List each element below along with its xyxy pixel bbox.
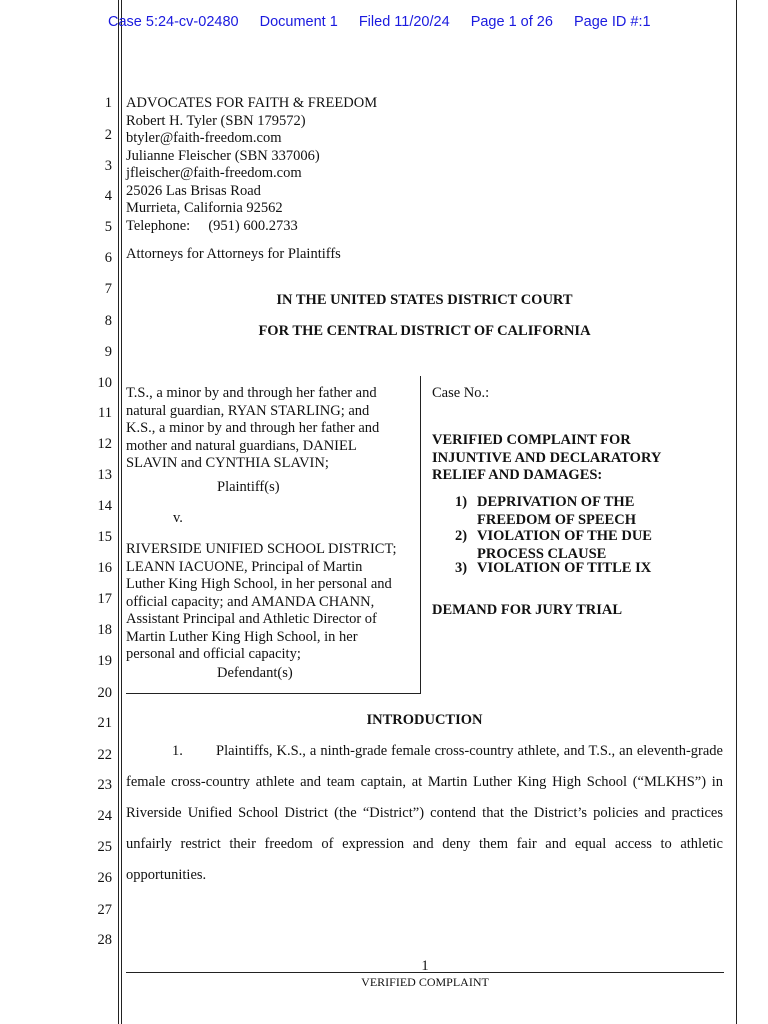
header-page-id: Page ID #:1 — [573, 14, 651, 30]
margin-rule-left-outer — [118, 0, 119, 1024]
caption-defendants — [126, 541, 397, 664]
attorney-line: Robert H. Tyler (SBN 179572) — [126, 112, 306, 129]
count-item — [455, 560, 652, 578]
attorney-line: ADVOCATES FOR FAITH & FREEDOM — [126, 95, 378, 111]
count-item — [455, 494, 652, 529]
line-number: 17 — [97, 591, 112, 607]
introduction-paragraph — [126, 736, 723, 891]
count-line: PROCESS CLAUSE — [477, 545, 607, 562]
line-number: 23 — [97, 777, 112, 793]
count-item — [455, 528, 652, 563]
margin-rule-right — [736, 0, 737, 1024]
line-number: 20 — [97, 685, 112, 701]
line-number: 6 — [104, 250, 112, 266]
caption-divider-vertical — [420, 376, 421, 694]
line-number: 5 — [104, 219, 112, 235]
defendant-label: Defendant(s) — [217, 665, 293, 681]
plaintiff-line: T.S., a minor by and through her father and — [126, 385, 377, 401]
paragraph-number: 1. — [172, 743, 183, 759]
line-number: 4 — [104, 188, 112, 204]
line-number: 1 — [104, 95, 112, 111]
plaintiff-line: natural guardian, RYAN STARLING; and — [126, 402, 370, 419]
count-line: FREEDOM OF SPEECH — [477, 511, 636, 528]
line-number: 14 — [97, 498, 112, 514]
defendant-line: Martin Luther King High School, in her — [126, 628, 358, 645]
footer-page-number: 1 — [421, 958, 429, 974]
defendant-line: Assistant Principal and Athletic Director of — [126, 611, 377, 627]
defendant-line: official capacity; and AMANDA CHANN, — [126, 593, 375, 610]
line-number: 25 — [97, 839, 112, 855]
ecf-header — [108, 14, 668, 30]
plaintiff-line: K.S., a minor by and through her father and — [126, 420, 380, 436]
line-number: 7 — [104, 281, 112, 297]
defendant-line: Luther King High School, in her personal and — [126, 576, 392, 592]
case-number-label: Case No.: — [432, 385, 490, 401]
line-number: 27 — [97, 902, 112, 918]
count-line: VIOLATION OF THE DUE — [477, 528, 652, 544]
plaintiff-line: SLAVIN and CYNTHIA SLAVIN; — [126, 455, 329, 471]
attorney-line: Murrieta, California 92562 — [126, 200, 283, 216]
header-case-number: Case 5:24-cv-02480 — [108, 14, 239, 30]
attorney-line: 25026 Las Brisas Road — [126, 182, 261, 199]
header-document: Document 1 — [259, 14, 338, 30]
line-number: 28 — [97, 932, 112, 948]
attorney-line: Julianne Fleischer (SBN 337006) — [126, 147, 320, 164]
attorney-line: Telephone: (951) 600.2733 — [126, 217, 298, 234]
attorney-line: btyler@faith-freedom.com — [126, 130, 282, 146]
line-number: 21 — [97, 715, 112, 731]
complaint-title-line: INJUNTIVE AND DECLARATORY — [432, 449, 662, 466]
complaint-title-line: RELIEF AND DAMAGES: — [432, 467, 603, 483]
line-number: 13 — [97, 467, 112, 483]
line-number: 15 — [97, 529, 112, 545]
court-title-line1: IN THE UNITED STATES DISTRICT COURT — [276, 292, 573, 308]
line-number: 18 — [97, 622, 112, 638]
complaint-title — [432, 432, 661, 485]
line-number: 16 — [97, 560, 112, 576]
attorney-block — [126, 95, 377, 235]
line-number: 3 — [104, 158, 112, 174]
count-number: 3) — [455, 560, 468, 576]
line-number: 11 — [98, 405, 112, 421]
count-number: 1) — [455, 494, 468, 510]
line-number: 26 — [97, 870, 112, 886]
defendant-line: RIVERSIDE UNIFIED SCHOOL DISTRICT; — [126, 541, 397, 557]
line-number: 9 — [104, 344, 112, 360]
plaintiff-label: Plaintiff(s) — [217, 479, 280, 495]
count-line: VIOLATION OF TITLE IX — [477, 560, 652, 576]
jury-demand: DEMAND FOR JURY TRIAL — [432, 602, 623, 618]
header-filed-date: Filed 11/20/24 — [358, 14, 450, 30]
line-number: 8 — [104, 313, 112, 329]
line-number: 24 — [97, 808, 112, 824]
defendant-line: personal and official capacity; — [126, 646, 301, 662]
count-line: DEPRIVATION OF THE — [477, 494, 635, 510]
complaint-title-line: VERIFIED COMPLAINT FOR — [432, 432, 631, 448]
line-number: 19 — [97, 653, 112, 669]
court-title-line2: FOR THE CENTRAL DISTRICT OF CALIFORNIA — [258, 323, 591, 339]
counts-list — [455, 494, 652, 578]
caption-divider-bottom — [126, 693, 421, 694]
introduction-heading: INTRODUCTION — [366, 712, 483, 728]
paragraph-text: Plaintiffs, K.S., a ninth-grade female cross-country athlete, and T.S., an eleventh-grade female cross-country athlete and team captain, at Martin Luther King High School (“MLKHS”) in Riverside Unified School District (the “District”) contend that the District’s policies and practices unfairly restrict their freedom of expression and deny them fair and equal access to athletic opportunities. — [126, 743, 723, 883]
versus-label: v. — [173, 510, 183, 526]
defendant-line: LEANN IACUONE, Principal of Martin — [126, 558, 363, 575]
line-number: 22 — [97, 747, 112, 763]
line-number: 2 — [104, 127, 112, 143]
plaintiff-line: mother and natural guardians, DANIEL — [126, 437, 357, 454]
caption-plaintiffs — [126, 385, 379, 473]
line-number: 12 — [97, 436, 112, 452]
header-page: Page 1 of 26 — [470, 14, 553, 30]
attorney-line: jfleischer@faith-freedom.com — [126, 165, 302, 181]
line-number: 10 — [97, 375, 112, 391]
attorneys-for: Attorneys for Attorneys for Plaintiffs — [126, 246, 341, 262]
margin-rule-left-inner — [121, 0, 122, 1024]
count-number: 2) — [455, 528, 468, 544]
footer-label: VERIFIED COMPLAINT — [361, 975, 489, 989]
